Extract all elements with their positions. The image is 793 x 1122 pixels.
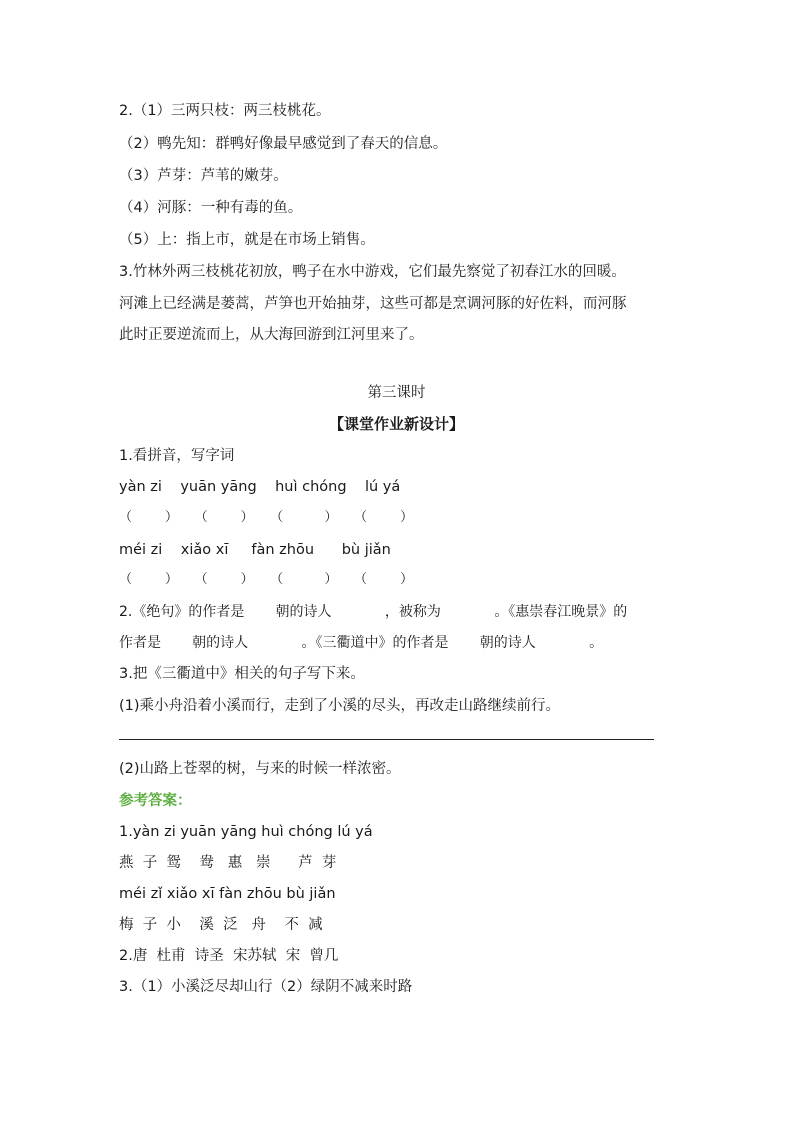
answer-line: （5）上：指上市，就是在市场上销售。	[119, 232, 375, 248]
question-3-item-2: (2)山路上苍翠的树，与来的时候一样浓密。	[119, 761, 401, 777]
question-3-title: 3.把《三衢道中》相关的句子写下来。	[119, 666, 365, 682]
answer-line: （4）河豚：一种有毒的鱼。	[119, 200, 303, 216]
answer-line-rule	[119, 739, 654, 740]
question-2-line-1: 2.《绝句》的作者是 朝的诗人 ，被称为 。《惠崇春江晚景》的	[119, 604, 628, 620]
answer-key-line: méi zǐ xiǎo xī fàn zhōu bù jiǎn	[119, 886, 336, 902]
answer-line: （3）芦芽：芦苇的嫩芽。	[119, 168, 288, 184]
question-1-title: 1.看拼音，写字词	[119, 448, 235, 464]
answer-key-line: 梅 子 小 溪 泛 舟 不 减	[119, 917, 323, 933]
answer-heading: 参考答案：	[119, 793, 192, 809]
question-2-line-2: 作者是 朝的诗人 。《三衢道中》的作者是 朝的诗人 。	[119, 635, 604, 651]
answer-line: 3.竹林外两三枝桃花初放，鸭子在水中游戏，它们最先察觉了初春江水的回暖。	[119, 264, 626, 280]
blank-row-2: （ ） （ ） （ ） （ ）	[119, 572, 414, 587]
answer-key-line: 1.yàn zi yuān yāng huì chóng lú yá	[119, 824, 373, 840]
pinyin-row-2: méi zi xiǎo xī fàn zhōu bù jiǎn	[119, 542, 391, 558]
answer-line: 河滩上已经满是蒌蒿，芦笋也开始抽芽，这些可都是烹调河豚的好佐料，而河豚	[119, 296, 627, 312]
lesson-title: 第三课时	[367, 385, 426, 401]
answer-line: 此时正要逆流而上，从大海回游到江河里来了。	[119, 327, 424, 343]
answer-line: （2）鸭先知：群鸭好像最早感觉到了春天的信息。	[119, 136, 448, 152]
section-title: 【课堂作业新设计】	[328, 415, 464, 433]
answer-key-line: 燕 子 鸳 鸯 惠 崇 芦 芽	[119, 855, 337, 871]
pinyin-row-1: yàn zi yuān yāng huì chóng lú yá	[119, 479, 401, 495]
blank-row-1: （ ） （ ） （ ） （ ）	[119, 510, 414, 525]
question-3-item-1: (1)乘小舟沿着小溪而行，走到了小溪的尽头，再改走山路继续前行。	[119, 698, 561, 714]
answer-key-line: 3.（1）小溪泛尽却山行（2）绿阴不减来时路	[119, 979, 413, 995]
answer-key-line: 2.唐 杜甫 诗圣 宋苏轼 宋 曾几	[119, 948, 339, 964]
answer-line: 2.（1）三两只枝：两三枝桃花。	[119, 103, 331, 119]
